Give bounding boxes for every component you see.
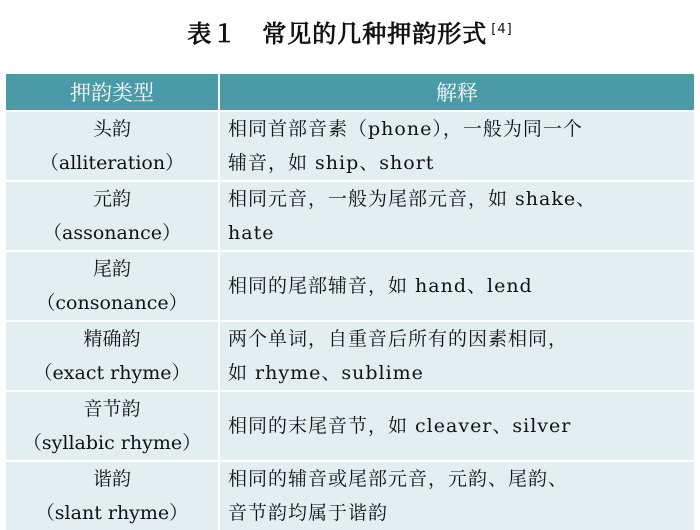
- explanation-line: 相同的末尾音节，如 cleaver、silver: [228, 415, 572, 437]
- explanation-cell: [219, 321, 694, 391]
- table-row: [6, 181, 694, 251]
- rhyme-type-chinese: 尾韵: [92, 258, 131, 280]
- explanation-line: 如 rhyme、sublime: [228, 362, 424, 384]
- explanation-line: 相同的辅音或尾部元音，元韵、尾韵、: [228, 468, 569, 490]
- rhyme-types-table: [6, 74, 694, 530]
- explanation-line: 两个单词，自重音后所有的因素相同，: [228, 328, 569, 350]
- table-title: [0, 14, 700, 49]
- header-rhyme-type: 押韵类型: [6, 74, 219, 111]
- explanation-line: 相同首部音素（phone），一般为同一个: [228, 118, 583, 140]
- rhyme-type-chinese: 音节韵: [83, 398, 141, 420]
- explanation-cell: [219, 181, 694, 251]
- explanation-cell: [219, 391, 694, 461]
- table-row: [6, 111, 694, 181]
- rhyme-type-chinese: 头韵: [92, 118, 131, 140]
- explanation-cell: [219, 111, 694, 181]
- rhyme-type-cell: [6, 251, 219, 321]
- rhyme-type-english: （syllabic rhyme）: [22, 432, 202, 454]
- rhyme-type-chinese: 谐韵: [92, 468, 131, 490]
- table-row: [6, 321, 694, 391]
- rhyme-type-english: （assonance）: [43, 222, 181, 244]
- explanation-line: 音节韵均属于谐韵: [228, 502, 389, 524]
- header-explanation: 解释: [219, 74, 694, 111]
- rhyme-type-cell: [6, 321, 219, 391]
- rhyme-type-cell: [6, 111, 219, 181]
- table-row: [6, 251, 694, 321]
- explanation-line: 辅音，如 ship、short: [228, 152, 435, 174]
- rhyme-type-chinese: 精确韵: [83, 328, 141, 350]
- table-title-text: 表１ 常见的几种押韵形式: [187, 20, 488, 48]
- table-body: [6, 111, 694, 530]
- table-row: [6, 391, 694, 461]
- rhyme-type-chinese: 元韵: [92, 188, 131, 210]
- header-row: [6, 74, 694, 111]
- rhyme-type-english: （slant rhyme）: [35, 502, 189, 524]
- rhyme-type-cell: [6, 461, 219, 530]
- table-header: [6, 74, 694, 111]
- table-row: [6, 461, 694, 530]
- citation-reference: [4]: [491, 22, 513, 37]
- explanation-cell: [219, 251, 694, 321]
- rhyme-type-english: （alliteration）: [39, 152, 185, 174]
- rhyme-type-english: （consonance）: [36, 292, 188, 314]
- explanation-cell: [219, 461, 694, 530]
- rhyme-type-cell: [6, 391, 219, 461]
- explanation-line: 相同元音，一般为尾部元音，如 shake、: [228, 188, 597, 210]
- explanation-line: 相同的尾部辅音，如 hand、lend: [228, 275, 533, 297]
- explanation-line: hate: [228, 222, 275, 244]
- rhyme-type-english: （exact rhyme）: [33, 362, 191, 384]
- rhyme-type-cell: [6, 181, 219, 251]
